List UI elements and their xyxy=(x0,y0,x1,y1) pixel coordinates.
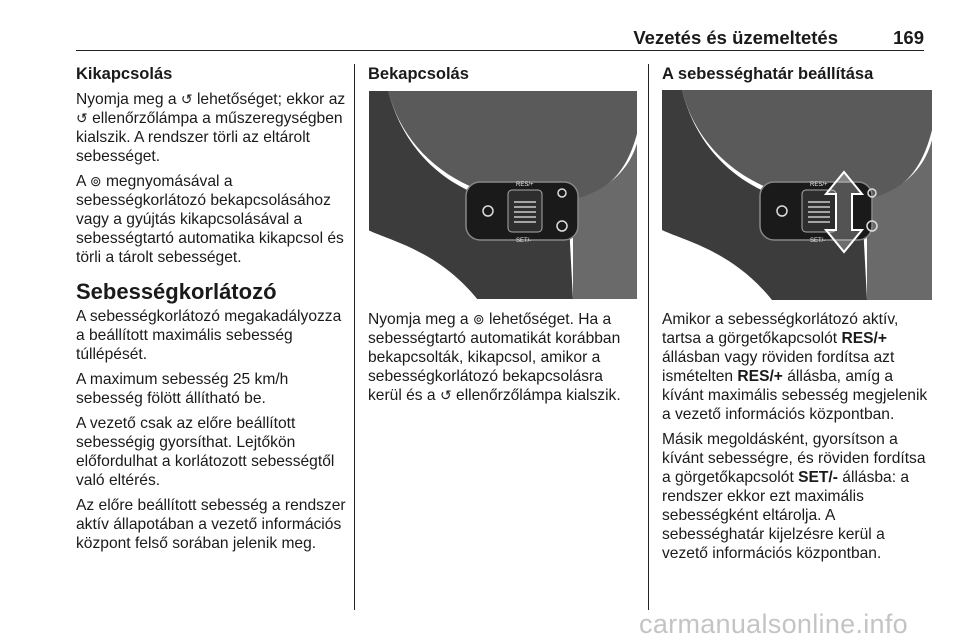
text: ellenőrzőlámpa a műszeregységben kialszik. A rendszer törli az eltárolt sebességet. xyxy=(76,110,343,165)
set-label: SET/- xyxy=(516,238,532,244)
paragraph xyxy=(76,90,348,166)
control-label: RES/+ xyxy=(737,368,783,385)
paragraph xyxy=(368,310,640,405)
text: Amikor a sebességkorlátozó aktív, tartsa a görgetőkapcsolót xyxy=(662,311,899,347)
text: ellenőrzőlámpa kialszik. xyxy=(451,387,621,404)
text: lehetőséget. Ha a sebességtartó automatikát korábban bekapcsolták, kikapcsol, amikor a sebességkorlátozó bekapcsolásra kerül és a xyxy=(368,311,621,404)
watermark: carmanualsonline.info xyxy=(639,609,908,639)
text: Nyomja meg a xyxy=(368,311,473,328)
column-left xyxy=(76,64,348,559)
page-number: 169 xyxy=(893,27,924,48)
column-divider xyxy=(648,64,649,610)
text: Nyomja meg a xyxy=(76,91,181,108)
paragraph: A vezető csak az előre beállított sebességig gyorsíthat. Lejtőkön előfordulhat a korlátozott sebességtől való eltérés. xyxy=(76,415,335,489)
page-header xyxy=(76,24,924,51)
res-label: RES/+ xyxy=(810,182,828,188)
set-label: SET/- xyxy=(810,238,826,244)
paragraph: Az előre beállított sebesség a rendszer aktív állapotában a vezető információs központ felső sorában jelenik meg. xyxy=(76,497,346,552)
heading-on: Bekapcsolás xyxy=(368,65,469,83)
column-middle xyxy=(368,64,640,411)
text: lehetőséget; ekkor az xyxy=(192,91,346,108)
heading-limiter: Sebességkorlátozó xyxy=(76,279,277,304)
paragraph xyxy=(662,310,932,424)
paragraph: A maximum sebesség 25 km/h sebesség fölött állítható be. xyxy=(76,371,289,407)
heading-set-limit: A sebességhatár beállítása xyxy=(662,65,874,83)
cruise-control-off-icon: ↺ xyxy=(76,110,88,126)
column-divider xyxy=(354,64,355,610)
control-label: RES/+ xyxy=(841,330,887,347)
text: Másik megoldásként, gyorsítson a kívánt sebességre, és röviden fordítsa a görgetőkapcsolót xyxy=(662,431,926,486)
res-label: RES/+ xyxy=(516,182,534,188)
heading-off: Kikapcsolás xyxy=(76,65,173,83)
text: állásba: a rendszer ekkor ezt maximális sebességként eltárolja. A sebességhatár kijelzésre kerül a vezető információs központban. xyxy=(662,469,910,562)
steering-wheel-figure xyxy=(662,90,932,300)
column-right xyxy=(662,64,932,569)
text: állásba, amíg a kívánt maximális sebesség megjelenik a vezető információs központban. xyxy=(662,368,928,423)
cruise-control-off-icon: ↺ xyxy=(439,387,452,403)
text: A xyxy=(76,173,90,190)
paragraph xyxy=(662,430,932,563)
control-label: SET/- xyxy=(798,469,838,486)
paragraph xyxy=(76,172,348,267)
speed-limiter-icon: ⊚ xyxy=(472,311,485,327)
paragraph: A sebességkorlátozó megakadályozza a beállított maximális sebesség túllépését. xyxy=(76,308,342,363)
text: megnyomásával a sebességkorlátozó bekapcsolásához vagy a gyújtás kikapcsolásával a sebességtartó automatika kikapcsol és törli a tárolt sebességet. xyxy=(76,173,344,266)
cruise-control-off-icon: ↺ xyxy=(180,91,193,107)
text: állásban vagy röviden fordítsa azt ismételten xyxy=(662,349,895,385)
steering-wheel-figure xyxy=(368,90,638,300)
speed-limiter-icon: ⊚ xyxy=(89,173,102,189)
header-title: Vezetés és üzemeltetés xyxy=(633,27,838,48)
